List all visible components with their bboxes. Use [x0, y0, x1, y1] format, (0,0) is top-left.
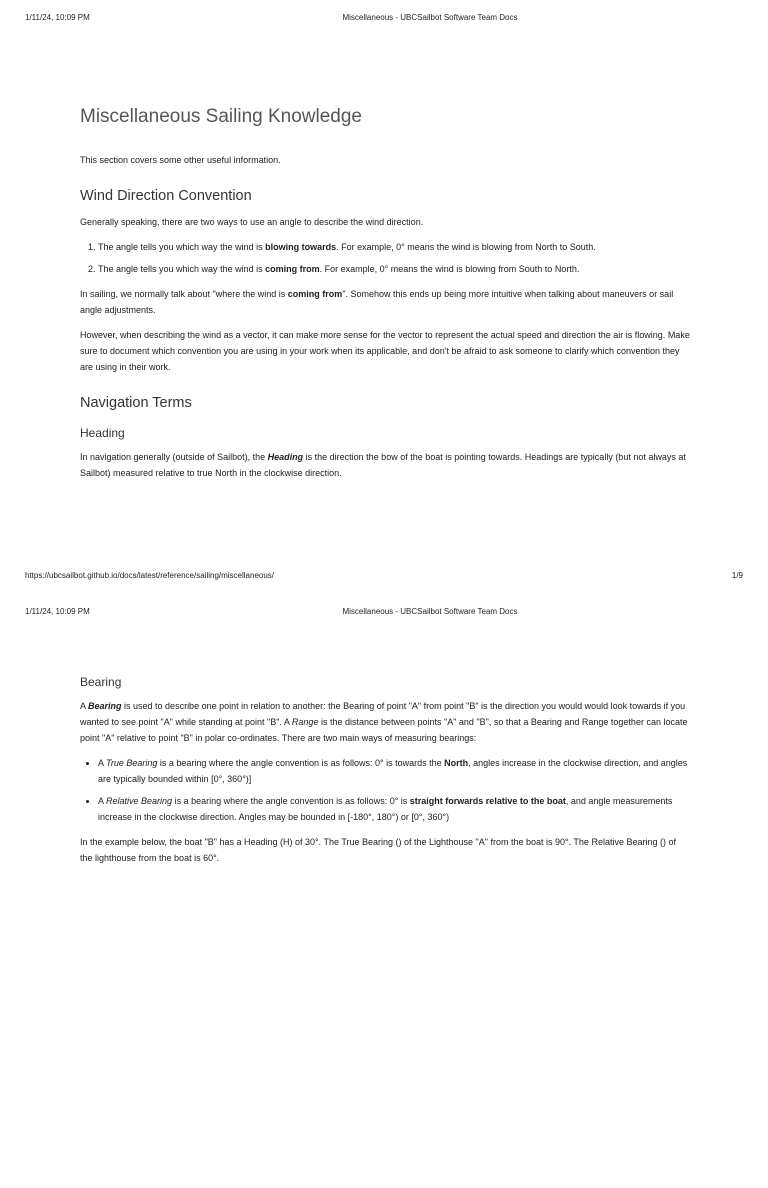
page-content [80, 662, 690, 875]
page-content [80, 104, 690, 490]
print-header-title: Miscellaneous - UBCSailbot Software Team Docs [342, 607, 518, 616]
list-item: 2. The angle tells you which way the wind is coming from. For example, 0° means the wind is blowing from South to North. [98, 261, 690, 277]
subsection-heading-heading: Heading [80, 426, 125, 440]
wind-paragraph-vector: However, when describing the wind as a vector, it can make more sense for the vector to represent the actual speed and direction the air is flowing. Make sure to document which convention you are using in your work when its applicable, and don't be afraid to ask someone to clarify which convention they are using in their work. [80, 330, 690, 372]
bearing-example-paragraph: In the example below, the boat "B" has a Heading (H) of 30°. The True Bearing () of the Lighthouse "A" from the boat is 90°. The Relative Bearing () of the lighthouse from the boat is 60°. [80, 837, 676, 863]
print-footer-url: https://ubcsailbot.github.io/docs/latest/reference/sailing/miscellaneous/ [25, 571, 275, 580]
wind-paragraph-coming-from: In sailing, we normally talk about "where the wind is coming from". Somehow this ends up being more intuitive when talking about maneuvers or sail angle adjustments. [80, 289, 674, 315]
heading-paragraph: In navigation generally (outside of Sailbot), the Heading is the direction the bow of the boat is pointing towards. Headings are typically (but not always at Sailbot) measured relative to true North in the clockwise direction. [80, 452, 686, 478]
section-heading-wind-direction: Wind Direction Convention [80, 188, 252, 204]
bearing-paragraph: A Bearing is used to describe one point in relation to another: the Bearing of point "A" from point "B" is the direction you would would look towards if you wanted to see point "A" while standing at point "B". A Range is the distance between points "A" and "B", so that a Bearing and Range together can locate point "A" relative to point "B" in polar co-ordinates. There are two main ways of measuring bearings: [80, 701, 688, 743]
print-header-date: 1/11/24, 10:09 PM [25, 607, 90, 616]
intro-paragraph: This section covers some other useful information. [80, 155, 281, 165]
bearing-types-list [80, 755, 690, 825]
print-page-2 [0, 594, 768, 1188]
list-item: 1. The angle tells you which way the wind is blowing towards. For example, 0° means the wind is blowing from North to South. [98, 239, 690, 255]
wind-lead-paragraph: Generally speaking, there are two ways to use an angle to describe the wind direction. [80, 217, 424, 227]
print-footer-page-number: 1/9 [731, 571, 743, 580]
page-title: Miscellaneous Sailing Knowledge [80, 106, 363, 127]
wind-convention-list [80, 239, 690, 277]
print-header-date: 1/11/24, 10:09 PM [25, 13, 90, 22]
list-item: • A Relative Bearing is a bearing where the angle convention is as follows: 0° is straight forwards relative to the boat, and angle measurements increase in the clockwise direction. Angles may be bounded in [-180°, 180°) or [0°, 360°) [98, 793, 690, 825]
print-header-title: Miscellaneous - UBCSailbot Software Team Docs [342, 13, 518, 22]
section-heading-navigation-terms: Navigation Terms [80, 395, 192, 411]
list-item: • A True Bearing is a bearing where the angle convention is as follows: 0° is towards the North, angles increase in the clockwise direction, and angles are typically bounded within [0°, 360°)] [98, 755, 690, 787]
subsection-heading-bearing: Bearing [80, 675, 122, 689]
